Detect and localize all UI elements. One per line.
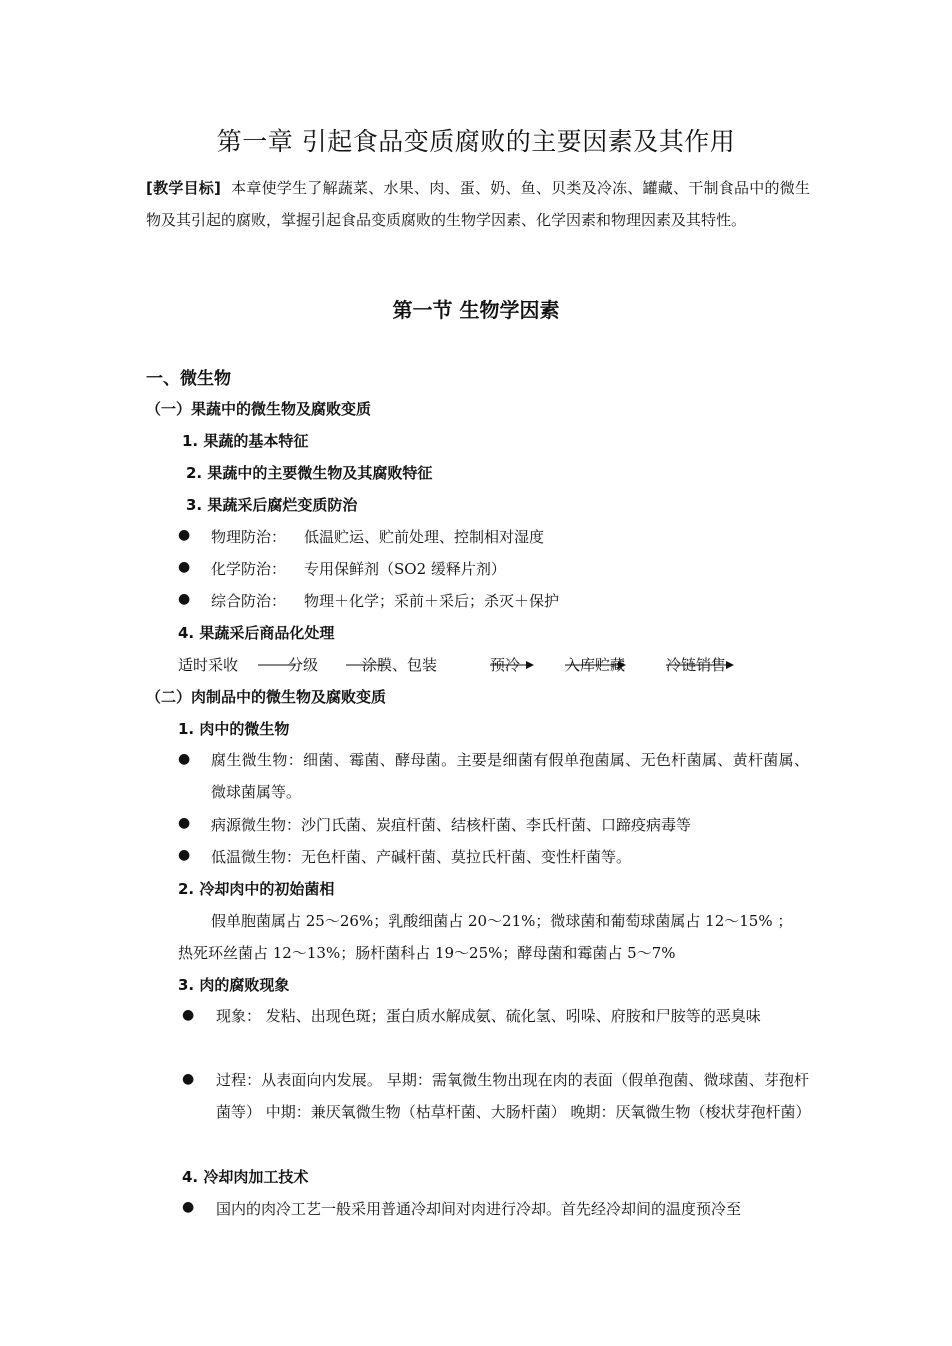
list-item-label: 化学防治： bbox=[211, 560, 287, 578]
item-heading: 2. 果蔬中的主要微生物及其腐败特征 bbox=[186, 464, 433, 482]
flow-step: 冷链销售 bbox=[666, 656, 727, 674]
bullet-marker: ● bbox=[182, 1199, 195, 1215]
item-heading: 2. 冷却肉中的初始菌相 bbox=[178, 880, 335, 898]
bullet-marker: ● bbox=[178, 591, 191, 607]
list-item-text: 物理＋化学；采前＋采后；杀灭＋保护 bbox=[304, 592, 560, 610]
arrow-head bbox=[726, 661, 734, 669]
bullet-marker: ● bbox=[178, 559, 191, 575]
bullet-marker: ● bbox=[178, 751, 191, 767]
flow-step: 预冷 bbox=[490, 656, 521, 674]
item-heading: 1. 肉中的微生物 bbox=[178, 720, 290, 738]
section-title: 第一节 生物学因素 bbox=[392, 298, 560, 322]
teaching-goal-text: 本章使学生了解蔬菜、水果、肉、蛋、奶、鱼、贝类及冷冻、罐藏、干制食品中的微生物及其引起的腐败，掌握引起食品变质腐败的生物学因素、化学因素和物理因素及其特性。 bbox=[146, 179, 810, 229]
bullet-marker: ● bbox=[178, 815, 191, 831]
part-heading: 一、微生物 bbox=[146, 369, 231, 389]
chapter-title: 第一章 引起食品变质腐败的主要因素及其作用 bbox=[216, 127, 736, 156]
item-heading: 4. 果蔬采后商品化处理 bbox=[178, 624, 335, 642]
bullet-marker: ● bbox=[182, 1071, 195, 1087]
bullet-marker: ● bbox=[178, 847, 191, 863]
paragraph-line: 热死环丝菌占 12～13%；肠杆菌科占 19～25%；酵母菌和霉菌占 5～7% bbox=[178, 944, 676, 962]
list-item-label: 物理防治： bbox=[211, 528, 287, 546]
flow-step: 分级 bbox=[288, 656, 319, 674]
list-item-text: 低温贮运、贮前处理、控制相对湿度 bbox=[304, 528, 545, 546]
flow-step: 适时采收 bbox=[178, 656, 239, 674]
item-heading: 3. 肉的腐败现象 bbox=[178, 976, 290, 994]
list-item-label: 综合防治： bbox=[211, 592, 287, 610]
item-heading: 1. 果蔬的基本特征 bbox=[182, 432, 309, 450]
flow-step: 入库贮藏 bbox=[565, 656, 626, 674]
paragraph-line: 假单胞菌属占 25～26%；乳酸细菌占 20～21%；微球菌和葡萄球菌属占 12～15% ； bbox=[211, 912, 793, 930]
teaching-goal-label: [教学目标] bbox=[146, 179, 221, 197]
list-item-text: 过程：从表面向内发展。 早期：需氧微生物出现在肉的表面（假单孢菌、微球菌、芽孢杆菌等） 中期：兼厌氧微生物（枯草杆菌、大肠杆菌） 晚期：厌氧微生物（梭状芽孢杆菌） bbox=[216, 1071, 811, 1121]
teaching-goal bbox=[146, 172, 810, 236]
item-heading: 3. 果蔬采后腐烂变质防治 bbox=[186, 496, 358, 514]
list-item-text: 现象： 发粘、出现色斑；蛋白质水解成氨、硫化氢、吲哚、府胺和尸胺等的恶臭味 bbox=[216, 1007, 761, 1025]
arrow-head bbox=[526, 661, 534, 669]
flow-step: 涂膜、包装 bbox=[362, 656, 438, 674]
list-item-text: 国内的肉冷工艺一般采用普通冷却间对肉进行冷却。首先经冷却间的温度预冷至 bbox=[216, 1200, 742, 1218]
subsection-heading-1: （一）果蔬中的微生物及腐败变质 bbox=[146, 400, 372, 418]
list-item-text: 腐生微生物：细菌、霉菌、酵母菌。主要是细菌有假单孢菌属、无色杆菌属、黄杆菌属、微球菌属等。 bbox=[211, 751, 809, 801]
list-item-text: 专用保鲜剂（SO2 缓释片剂） bbox=[304, 560, 506, 578]
list-item-text: 低温微生物：无色杆菌、产碱杆菌、莫拉氏杆菌、变性杆菌等。 bbox=[211, 848, 632, 866]
list-item-text: 病源微生物：沙门氏菌、炭疽杆菌、结核杆菌、李氏杆菌、口蹄疫病毒等 bbox=[211, 816, 692, 834]
process-flow bbox=[178, 654, 798, 678]
bullet-marker: ● bbox=[182, 1007, 195, 1023]
subsection-heading-2: （二）肉制品中的微生物及腐败变质 bbox=[146, 688, 387, 706]
item-heading: 4. 冷却肉加工技术 bbox=[182, 1168, 309, 1186]
bullet-marker: ● bbox=[178, 527, 191, 543]
